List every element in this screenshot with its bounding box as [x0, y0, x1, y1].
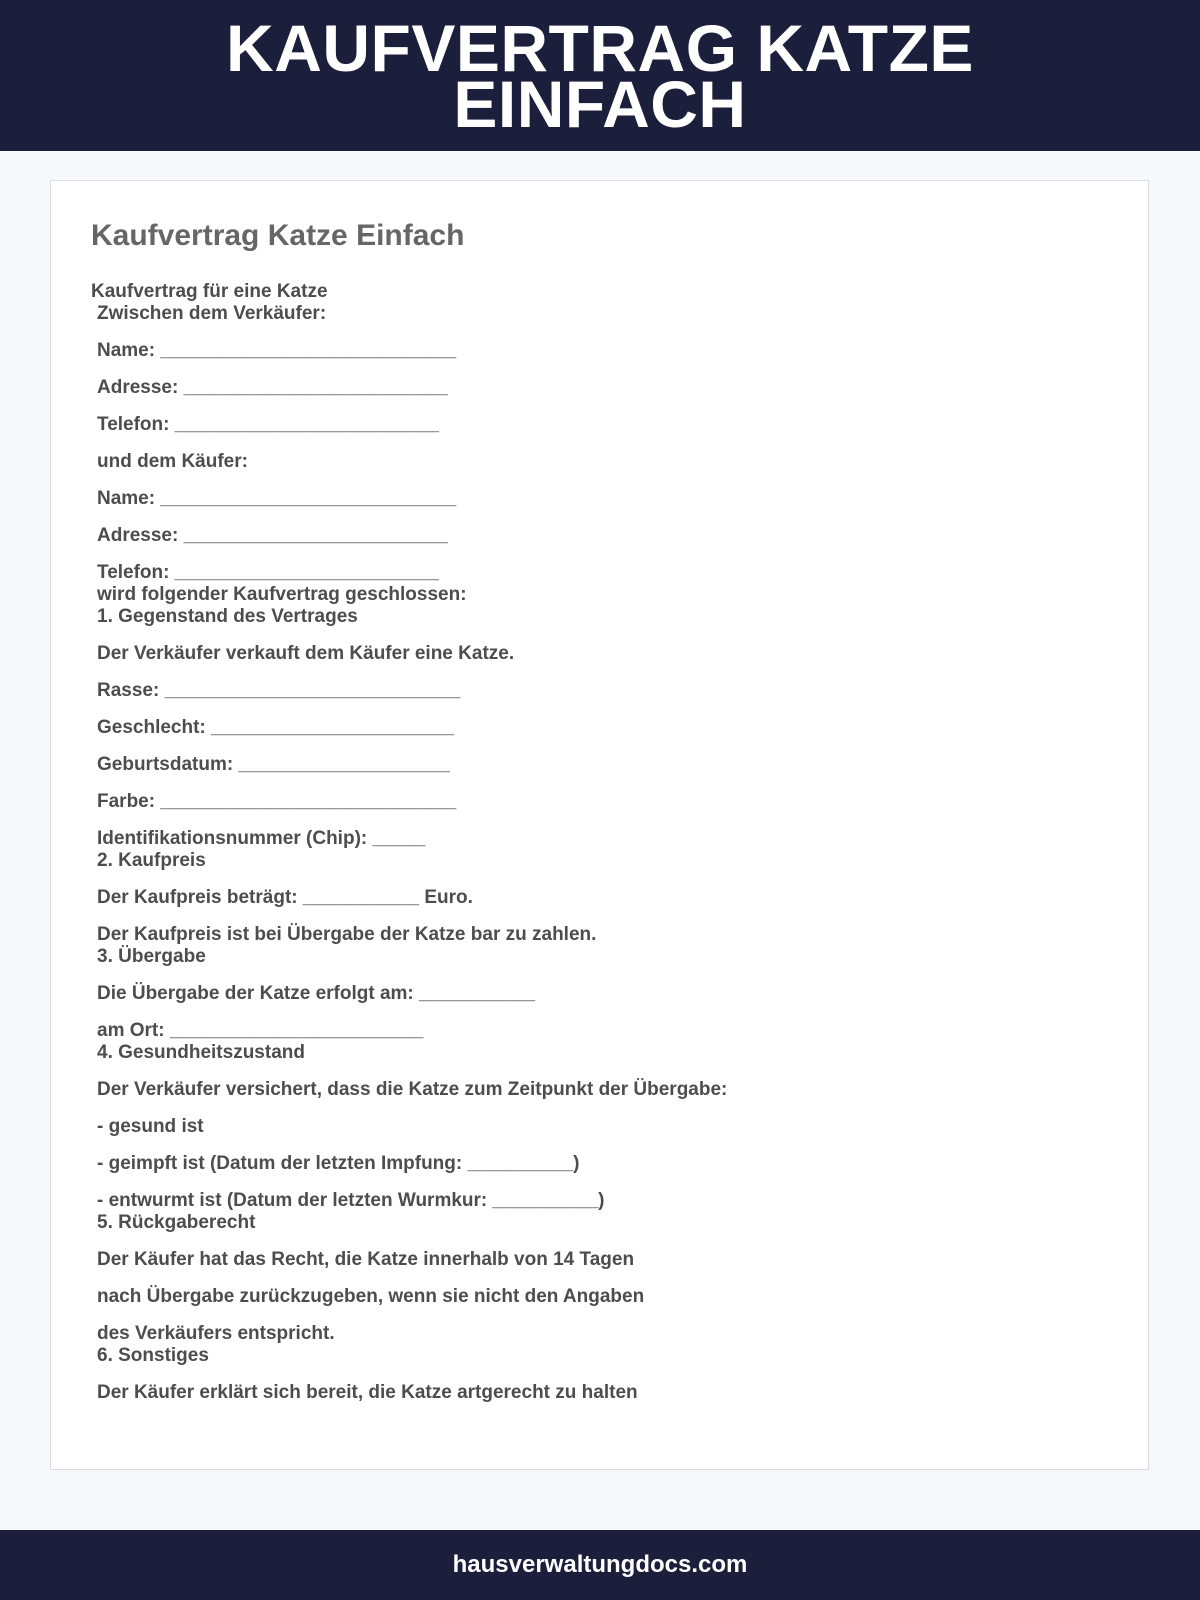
page-title — [226, 10, 974, 141]
return-text-1: Der Käufer hat das Recht, die Katze innerhalb von 14 Tagen — [97, 1249, 635, 1270]
buyer-address-field: Adresse: _________________________ — [97, 525, 448, 546]
misc-text: Der Käufer erklärt sich bereit, die Katze artgerecht zu halten — [97, 1382, 638, 1403]
section-heading-health: 4. Gesundheitszustand — [97, 1042, 305, 1063]
return-text-2: nach Übergabe zurückzugeben, wenn sie nicht den Angaben — [97, 1286, 645, 1307]
section-heading-handover: 3. Übergabe — [97, 946, 206, 967]
buyer-phone-field: Telefon: _________________________ — [97, 562, 439, 583]
breed-field: Rasse: ____________________________ — [97, 680, 461, 701]
buyer-intro: und dem Käufer: — [97, 451, 248, 472]
payment-terms: Der Kaufpreis ist bei Übergabe der Katze bar zu zahlen. — [97, 924, 597, 945]
section-heading-misc: 6. Sonstiges — [97, 1345, 209, 1366]
header-banner — [0, 0, 1200, 151]
return-text-3: des Verkäufers entspricht. — [97, 1323, 335, 1344]
sex-field: Geschlecht: _______________________ — [97, 717, 455, 738]
handover-place-field: am Ort: ________________________ — [97, 1020, 424, 1041]
seller-address-field: Adresse: _________________________ — [97, 377, 448, 398]
footer-banner — [0, 1530, 1200, 1600]
contract-heading: Kaufvertrag für eine Katze — [91, 281, 328, 302]
seller-phone-field: Telefon: _________________________ — [97, 414, 439, 435]
birthdate-field: Geburtsdatum: ____________________ — [97, 754, 450, 775]
page-title-line-1: KAUFVERTRAG KATZE — [226, 10, 974, 85]
subject-text: Der Verkäufer verkauft dem Käufer eine Katze. — [97, 643, 515, 664]
health-item-dewormed: - entwurmt ist (Datum der letzten Wurmkur: __________) — [97, 1190, 605, 1211]
buyer-name-field: Name: ____________________________ — [97, 488, 457, 509]
seller-intro: Zwischen dem Verkäufer: — [97, 303, 327, 324]
section-heading-subject: 1. Gegenstand des Vertrages — [97, 606, 358, 627]
color-field: Farbe: ____________________________ — [97, 791, 457, 812]
section-heading-return: 5. Rückgaberecht — [97, 1212, 256, 1233]
document-body — [91, 281, 727, 1404]
handover-date-field: Die Übergabe der Katze erfolgt am: ___________ — [97, 983, 536, 1004]
seller-name-field: Name: ____________________________ — [97, 340, 457, 361]
page-title-line-2: EINFACH — [453, 66, 747, 141]
health-assurance: Der Verkäufer versichert, dass die Katze zum Zeitpunkt der Übergabe: — [97, 1079, 728, 1100]
chip-id-field: Identifikationsnummer (Chip): _____ — [97, 828, 426, 849]
health-item-vaccinated: - geimpft ist (Datum der letzten Impfung: __________) — [97, 1153, 580, 1174]
health-item-healthy: - gesund ist — [97, 1116, 204, 1137]
document-title: Kaufvertrag Katze Einfach — [91, 219, 465, 252]
contract-conclusion: wird folgender Kaufvertrag geschlossen: — [97, 584, 467, 605]
price-field: Der Kaufpreis beträgt: ___________ Euro. — [97, 887, 473, 908]
document-card — [50, 180, 1149, 1470]
footer-site-link[interactable]: hausverwaltungdocs.com — [452, 1551, 748, 1578]
section-heading-price: 2. Kaufpreis — [97, 850, 206, 871]
